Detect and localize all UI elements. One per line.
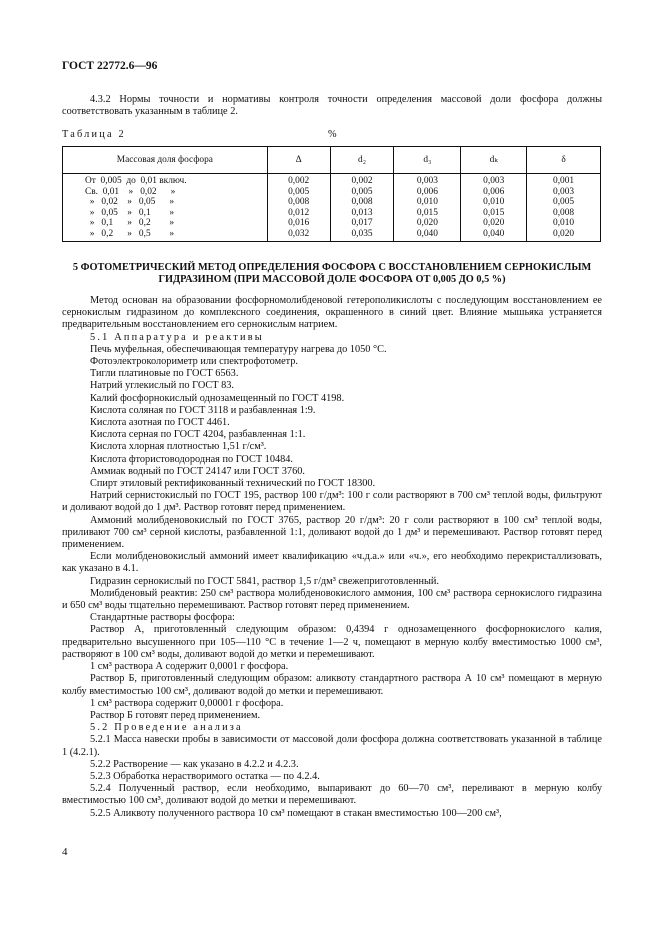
table-cell: 0,040	[416, 228, 438, 239]
table-cell: 0,003	[483, 176, 505, 186]
paragraph: Раствор А, приготовленный следующим образом: 0,4394 г однозамещенного фосфорнокислого калия, предварительно высушенного при 105—110 °С в течение 1—2 ч, помещают в мерную колбу вместимостью 1000 см³, растворяют в 100 см³ воды, доливают водой до метки и перемешивают.	[62, 624, 602, 660]
table-caption: Таблица 2	[62, 129, 126, 140]
table-cell: 0,020	[416, 218, 438, 229]
paragraph: Натрий углекислый по ГОСТ 83.	[90, 380, 234, 392]
range-value: » 0,1 » 0,2 »	[85, 218, 175, 229]
section-5-body	[62, 295, 602, 820]
range-value: От 0,005 до 0,01 включ.	[85, 176, 187, 186]
paragraph: Молибденовый реактив: 250 см³ раствора молибденовокислого аммония, 100 см³ раствора сернокислого гидразина и 650 см³ воды тщательно перемешивают. Раствор готовят перед применением.	[62, 587, 602, 612]
standard-header: ГОСТ 22772.6—96	[62, 60, 158, 72]
paragraph: 5.2.4 Полученный раствор, если необходимо, выпаривают до 60—70 см³, переливают в мерную колбу вместимостью 100 см³, доливают водой до метки и перемешивают.	[62, 783, 602, 807]
paragraph: 5.2.1 Масса навески пробы в зависимости от массовой доли фосфора должна соответствовать указанной в таблице 1 (4.2.1).	[62, 734, 602, 758]
column-header: Массовая доля фосфора	[63, 147, 268, 174]
sigma-cell	[527, 174, 601, 242]
d2-cell	[330, 174, 394, 242]
table-cell: 0,008	[351, 197, 373, 208]
paragraph: 5.2.2 Растворение — как указано в 4.2.2 и 4.2.3.	[90, 758, 299, 770]
section-5-title: 5 ФОТОМЕТРИЧЕСКИЙ МЕТОД ОПРЕДЕЛЕНИЯ ФОСФОРА С ВОССТАНОВЛЕНИЕМ СЕРНОКИСЛЫМ ГИДРАЗИНОМ (ПРИ МАССОВОЙ ДОЛЕ ФОСФОРА ОТ 0,005 ДО 0,5 %)	[72, 262, 592, 286]
table-cell: 0,020	[483, 218, 505, 229]
paragraph: Аммиак водный по ГОСТ 24147 или ГОСТ 3760.	[90, 465, 305, 477]
range-value: » 0,02 » 0,05 »	[85, 197, 175, 208]
table-cell: 0,002	[288, 176, 310, 186]
table-caption-row	[62, 129, 602, 140]
range-cell	[63, 174, 268, 242]
d3-cell	[394, 174, 461, 242]
paragraph: Стандартные растворы фосфора:	[90, 612, 235, 624]
table-cell: 0,002	[351, 176, 373, 186]
paragraph: Натрий сернистокислый по ГОСТ 195, раствор 100 г/дм³: 100 г соли растворяют в 700 см³ теплой воды, фильтруют и доливают водой до 1 дм³. Раствор готовят перед применением.	[62, 490, 602, 514]
paragraph: Тигли платиновые по ГОСТ 6563.	[90, 368, 239, 380]
delta-cell	[267, 174, 330, 242]
table-cell: 0,010	[483, 197, 505, 208]
paragraph: Калий фосфорнокислый однозамещенный по ГОСТ 4198.	[90, 392, 345, 404]
table-cell: 0,005	[288, 186, 310, 197]
paragraph: Аммоний молибденовокислый по ГОСТ 3765, раствор 20 г/дм³: 20 г соли растворяют в 100 см³ теплой воды, приливают 700 см³ серной кислоты, разбавленной 1:1, доливают водой до 1 дм³ и перемешивают. Раствор готовят перед применением.	[62, 514, 602, 551]
page-number: 4	[62, 846, 68, 858]
table-cell: 0,016	[288, 218, 310, 229]
table-cell: 0,008	[288, 197, 310, 208]
paragraph: Метод основан на образовании фосфорномолибденовой гетерополикислоты с последующим восстановлением ее сернокислым гидразином до комплексного соединения, окрашенного в синий цвет. Влияние мышьяка устраняется предварительным восстановлением его сернокислым натрием.	[62, 295, 602, 331]
table-cell: 0,005	[553, 197, 575, 208]
subsection-title: 5.1 Аппаратура и реактивы	[90, 331, 264, 343]
table-cell: 0,040	[483, 228, 505, 239]
subsection-title: 5.2 Проведение анализа	[90, 722, 243, 734]
table-unit: %	[328, 129, 337, 140]
range-value: » 0,05 » 0,1 »	[85, 207, 175, 218]
table-header-row	[63, 147, 601, 174]
table-cell: 0,035	[351, 228, 373, 239]
paragraph: Гидразин сернокислый по ГОСТ 5841, раствор 1,5 г/дм³ свежеприготовленный.	[90, 575, 439, 587]
table-row	[63, 174, 601, 242]
table-cell: 0,032	[288, 228, 310, 239]
table-cell: 0,012	[288, 207, 310, 218]
paragraph: 1 см³ раствора содержит 0,00001 г фосфора.	[90, 697, 284, 709]
table-cell: 0,006	[416, 186, 438, 197]
column-header: dₖ	[461, 147, 527, 174]
paragraph: Кислота соляная по ГОСТ 3118 и разбавленная 1:9.	[90, 404, 316, 416]
paragraph: Если молибденовокислый аммоний имеет квалификацию «ч.д.а.» или «ч.», его необходимо перекристаллизовать, как указано в 4.1.	[62, 551, 602, 575]
column-header: δ	[527, 147, 601, 174]
table-cell: 0,003	[416, 176, 438, 186]
table-cell: 0,017	[351, 218, 373, 229]
table-cell: 0,010	[553, 218, 575, 229]
paragraph: Печь муфельная, обеспечивающая температуру нагрева до 1050 °С.	[90, 343, 387, 355]
clause-4-3-2: 4.3.2 Нормы точности и нормативы контроля точности определения массовой доли фосфора должны соответствовать указанным в таблице 2.	[62, 94, 602, 118]
paragraph: 5.2.5 Аликвоту полученного раствора 10 см³ помещают в стакан вместимостью 100—200 см³,	[90, 807, 502, 819]
precision-table	[62, 146, 601, 242]
table-cell: 0,015	[416, 207, 438, 218]
table-cell: 0,008	[553, 207, 575, 218]
paragraph: Раствор Б, приготовленный следующим образом: аликвоту стандартного раствора А 10 см³ помещают в мерную колбу вместимостью 100 см³, доливают водой до метки и перемешивают.	[62, 673, 602, 697]
table-cell: 0,013	[351, 207, 373, 218]
paragraph: Кислота серная по ГОСТ 4204, разбавленная 1:1.	[90, 429, 306, 441]
paragraph: Кислота фтористоводородная по ГОСТ 10484.	[90, 453, 293, 465]
table-cell: 0,006	[483, 186, 505, 197]
range-value: » 0,2 » 0,5 »	[85, 228, 175, 239]
table-cell: 0,015	[483, 207, 505, 218]
dk-cell	[461, 174, 527, 242]
paragraph: 1 см³ раствора А содержит 0,0001 г фосфора.	[90, 661, 289, 673]
paragraph: Кислота хлорная плотностью 1,51 г/см³.	[90, 441, 267, 453]
paragraph: Спирт этиловый ректификованный технический по ГОСТ 18300.	[90, 478, 376, 490]
paragraph: 5.2.3 Обработка нерастворимого остатка — по 4.2.4.	[90, 770, 320, 782]
table-cell: 0,003	[553, 186, 575, 197]
paragraph: Раствор Б готовят перед применением.	[90, 709, 261, 721]
table-cell: 0,020	[553, 228, 575, 239]
column-header: d₂	[330, 147, 394, 174]
range-value: Св. 0,01 » 0,02 »	[85, 186, 176, 197]
column-header: Δ	[267, 147, 330, 174]
table-cell: 0,010	[416, 197, 438, 208]
table-cell: 0,005	[351, 186, 373, 197]
paragraph: Кислота азотная по ГОСТ 4461.	[90, 417, 230, 429]
paragraph: Фотоэлектроколориметр или спектрофотометр.	[90, 356, 298, 368]
table-cell: 0,001	[553, 176, 575, 186]
column-header: d₃	[394, 147, 461, 174]
